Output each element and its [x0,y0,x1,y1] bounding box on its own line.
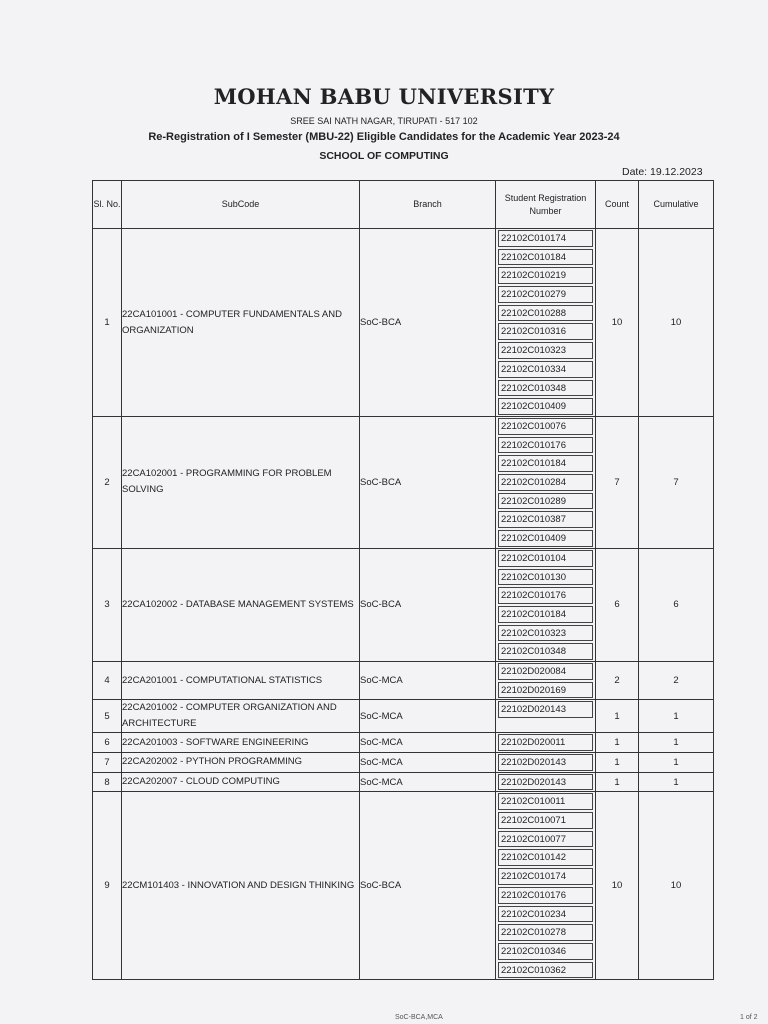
registration-number: 22102C010176 [498,587,593,604]
cumulative: 6 [639,548,714,661]
table-row [93,229,714,417]
column-header-registration: Student Registration Number [496,181,596,229]
table-header-row [93,181,714,229]
column-header-count: Count [596,181,639,229]
branch: SoC-MCA [360,753,496,773]
table-row [93,700,714,733]
registration-numbers [496,700,596,733]
registration-number: 22102C010184 [498,249,593,266]
registration-numbers [496,229,596,417]
registration-number: 22102C010334 [498,361,593,378]
serial-number: 4 [93,661,122,699]
table-row [93,753,714,773]
serial-number: 8 [93,772,122,792]
registration-numbers [496,417,596,549]
cumulative: 1 [639,772,714,792]
registration-number: 22102C010323 [498,342,593,359]
cumulative: 2 [639,661,714,699]
document-date: Date: 19.12.2023 [622,166,703,178]
school-name: SCHOOL OF COMPUTING [319,150,449,162]
branch: SoC-BCA [360,417,496,549]
subject-code: 22CA202002 - PYTHON PROGRAMMING [122,753,360,773]
serial-number: 9 [93,792,122,980]
registration-number: 22102C010176 [498,437,593,454]
registration-number: 22102C010288 [498,305,593,322]
serial-number: 2 [93,417,122,549]
registration-number: 22102C010130 [498,569,593,586]
count: 1 [596,753,639,773]
column-header-subcode: SubCode [122,181,360,229]
registration-number: 22102C010348 [498,380,593,397]
registration-number: 22102C010323 [498,625,593,642]
subject-code: 22CA202007 - CLOUD COMPUTING [122,772,360,792]
branch: SoC-BCA [360,792,496,980]
registration-number: 22102C010176 [498,887,593,904]
serial-number: 5 [93,700,122,733]
table-row [93,772,714,792]
registration-number: 22102C010387 [498,511,593,528]
registration-number: 22102D020143 [498,701,593,718]
registration-number: 22102D020143 [498,774,593,791]
column-header-sl: Sl. No. [93,181,122,229]
registration-number: 22102C010289 [498,493,593,510]
branch: SoC-BCA [360,229,496,417]
count: 2 [596,661,639,699]
registration-numbers [496,753,596,773]
registration-number: 22102C010348 [498,643,593,660]
table-row [93,661,714,699]
subject-code: 22CM101403 - INNOVATION AND DESIGN THINKING [122,792,360,980]
cumulative: 1 [639,700,714,733]
registration-number: 22102C010278 [498,924,593,941]
registration-number: 22102D020084 [498,663,593,680]
footer-label: SoC-BCA,MCA [395,1014,443,1021]
registration-number: 22102C010142 [498,849,593,866]
registration-numbers [496,772,596,792]
count: 7 [596,417,639,549]
registration-number: 22102C010184 [498,455,593,472]
registration-number: 22102C010184 [498,606,593,623]
serial-number: 6 [93,733,122,753]
cumulative: 1 [639,733,714,753]
serial-number: 7 [93,753,122,773]
count: 1 [596,700,639,733]
table-row [93,733,714,753]
registration-numbers [496,792,596,980]
count: 10 [596,229,639,417]
column-header-cumulative: Cumulative [639,181,714,229]
registration-number: 22102C010174 [498,230,593,247]
branch: SoC-BCA [360,548,496,661]
registration-number: 22102C010011 [498,793,593,810]
registration-number: 22102C010071 [498,812,593,829]
registration-number: 22102D020011 [498,734,593,751]
registration-number: 22102D020143 [498,754,593,771]
registration-number: 22102C010409 [498,530,593,547]
registration-numbers [496,548,596,661]
registration-number: 22102C010409 [498,398,593,415]
branch: SoC-MCA [360,661,496,699]
count: 10 [596,792,639,980]
subject-code: 22CA101001 - COMPUTER FUNDAMENTALS AND ORGANIZATION [122,229,360,417]
registration-number: 22102C010076 [498,418,593,435]
column-header-branch: Branch [360,181,496,229]
registration-number: 22102C010077 [498,831,593,848]
registration-number: 22102C010234 [498,906,593,923]
subject-code: 22CA102002 - DATABASE MANAGEMENT SYSTEMS [122,548,360,661]
subject-code: 22CA201002 - COMPUTER ORGANIZATION AND ARCHITECTURE [122,700,360,733]
registration-numbers [496,661,596,699]
registration-number: 22102C010362 [498,962,593,979]
count: 1 [596,733,639,753]
registration-number: 22102C010219 [498,267,593,284]
university-address: SREE SAI NATH NAGAR, TIRUPATI - 517 102 [290,116,478,126]
page-number: 1 of 2 [740,1014,758,1021]
registration-number: 22102D020169 [498,682,593,699]
registration-table [92,180,714,980]
cumulative: 1 [639,753,714,773]
registration-number: 22102C010346 [498,943,593,960]
registration-number: 22102C010104 [498,550,593,567]
registration-number: 22102C010284 [498,474,593,491]
table-row [93,417,714,549]
subject-code: 22CA201003 - SOFTWARE ENGINEERING [122,733,360,753]
university-title: MOHAN BABU UNIVERSITY [213,84,555,109]
branch: SoC-MCA [360,733,496,753]
serial-number: 3 [93,548,122,661]
document-subtitle: Re-Registration of I Semester (MBU-22) Eligible Candidates for the Academic Year 2023-24 [148,131,620,143]
subject-code: 22CA201001 - COMPUTATIONAL STATISTICS [122,661,360,699]
branch: SoC-MCA [360,772,496,792]
count: 6 [596,548,639,661]
registration-number: 22102C010174 [498,868,593,885]
table-row [93,792,714,980]
cumulative: 10 [639,792,714,980]
registration-number: 22102C010316 [498,323,593,340]
registration-numbers [496,733,596,753]
registration-number: 22102C010279 [498,286,593,303]
serial-number: 1 [93,229,122,417]
count: 1 [596,772,639,792]
branch: SoC-MCA [360,700,496,733]
subject-code: 22CA102001 - PROGRAMMING FOR PROBLEM SOLVING [122,417,360,549]
cumulative: 10 [639,229,714,417]
cumulative: 7 [639,417,714,549]
table-row [93,548,714,661]
